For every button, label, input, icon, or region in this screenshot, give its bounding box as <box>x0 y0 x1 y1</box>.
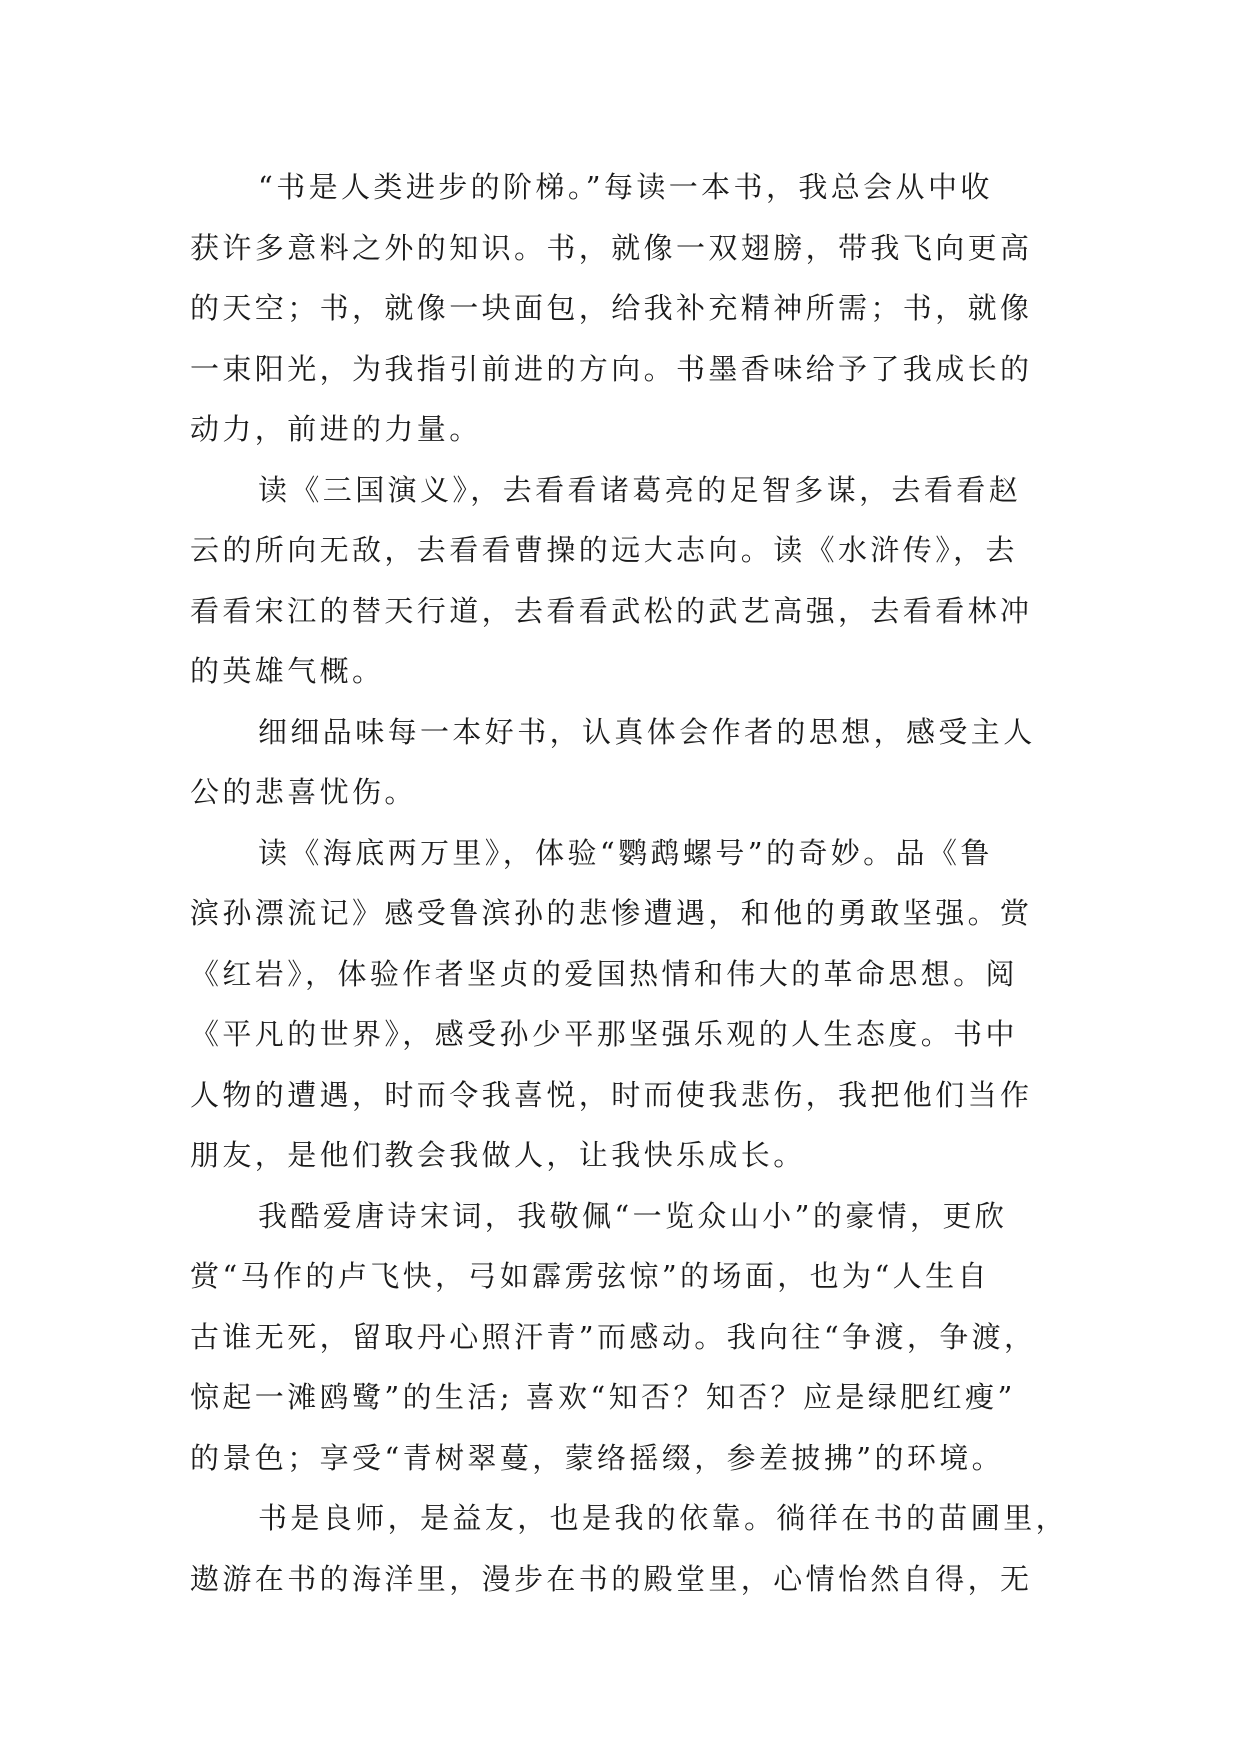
paragraph-1-line-4: 一束阳光，为我指引前进的方向。书墨香味给予了我成长的 <box>190 351 1033 386</box>
paragraph-3-line-2: 公的悲喜忧伤。 <box>190 775 417 809</box>
paragraph-4-line-5: 人物的遭遇，时而令我喜悦，时而使我悲伤，我把他们当作 <box>190 1077 1033 1112</box>
paragraph-5-line-2: 赏“马作的卢飞快，弓如霹雳弦惊”的场面，也为“人生自 <box>190 1259 990 1293</box>
paragraph-5-line-4: 惊起一滩鸥鹭”的生活; 喜欢“知否？知否？应是绿肥红瘦” <box>190 1380 1016 1414</box>
paragraph-2-line-1: 读《三国演义》，去看看诸葛亮的足智多谋，去看看赵 <box>258 472 1022 507</box>
paragraph-1-line-1: “书是人类进步的阶梯。”每读一本书，我总会从中收 <box>258 170 993 204</box>
paragraph-1-line-3: 的天空；书，就像一块面包，给我补充精神所需；书，就像 <box>190 291 1033 325</box>
paragraph-4-line-4: 《平凡的世界》，感受孙少平那坚强乐观的人生态度。书中 <box>190 1017 1018 1051</box>
article-body <box>190 157 1069 1609</box>
paragraph-2-line-4: 的英雄气概。 <box>190 654 385 688</box>
paragraph-4-line-3: 《红岩》，体验作者坚贞的爱国热情和伟大的革命思想。阅 <box>190 956 1018 991</box>
paragraph-3-line-1: 细细品味每一本好书，认真体会作者的思想，感受主人 <box>258 714 1036 749</box>
paragraph-5-line-5: 的景色；享受“青树翠蔓，蒙络摇缀，参差披拂”的环境。 <box>190 1440 1005 1475</box>
paragraph-1-line-2: 获许多意料之外的知识。书，就像一双翅膀，带我飞向更高 <box>190 230 1033 265</box>
paragraph-6-line-2: 遨游在书的海洋里，漫步在书的殿堂里，心情怡然自得，无 <box>190 1561 1033 1596</box>
paragraph-4-line-2: 滨孙漂流记》感受鲁滨孙的悲惨遭遇，和他的勇敢坚强。赏 <box>190 896 1033 930</box>
paragraph-5-line-3: 古谁无死，留取丹心照汗青”而感动。我向往“争渡，争渡， <box>190 1319 1037 1354</box>
paragraph-6-line-1: 书是良师，是益友，也是我的依靠。徜徉在书的苗圃里， <box>258 1501 1069 1535</box>
paragraph-5-line-1: 我酷爱唐诗宋词，我敬佩“一览众山小”的豪情，更欣 <box>258 1198 1008 1233</box>
paragraph-4-line-1: 读《海底两万里》，体验“鹦鹉螺号”的奇妙。品《鲁 <box>258 835 993 870</box>
paragraph-2-line-3: 看看宋江的替天行道，去看看武松的武艺高强，去看看林冲 <box>190 593 1033 628</box>
paragraph-4-line-6: 朋友，是他们教会我做人，让我快乐成长。 <box>190 1138 806 1172</box>
paragraph-2-line-2: 云的所向无敌，去看看曹操的远大志向。读《水浒传》，去 <box>190 533 1018 567</box>
paragraph-1-line-5: 动力，前进的力量。 <box>190 412 482 446</box>
